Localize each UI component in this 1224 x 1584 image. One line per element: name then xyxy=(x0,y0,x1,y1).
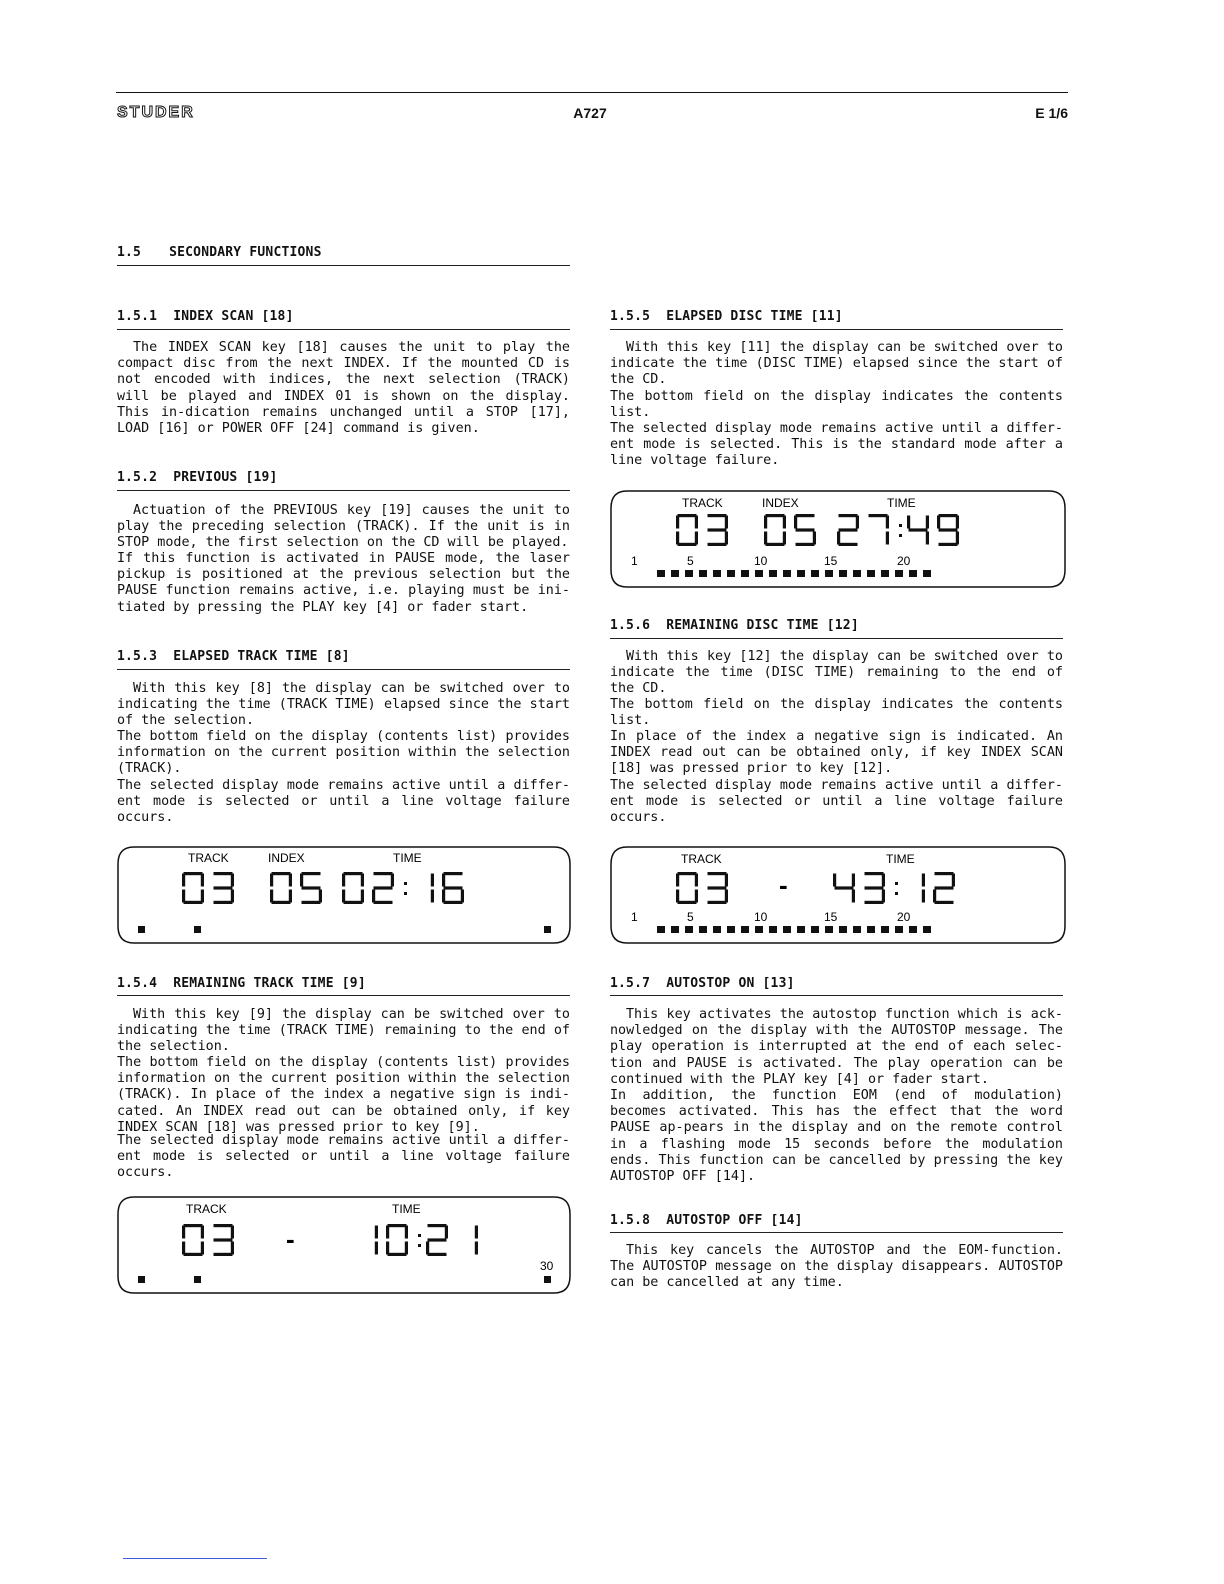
lcd3-scale-tick: 1 xyxy=(631,554,638,568)
contents-list-block xyxy=(811,570,819,577)
lcd2-label-track: TRACK xyxy=(186,1202,227,1216)
lcd4-scale-tick: 10 xyxy=(754,910,768,924)
lcd-segment xyxy=(475,1242,478,1255)
lcd-segment xyxy=(270,874,273,887)
lcd-segment xyxy=(214,901,233,904)
lcd-segment xyxy=(182,890,185,903)
lcd-segment xyxy=(428,1253,447,1256)
lcd-segment xyxy=(201,1226,204,1239)
lcd4-scale-tick: 5 xyxy=(687,910,694,924)
lcd-segment xyxy=(935,872,954,875)
contents-list-block xyxy=(839,570,847,577)
lcd-segment xyxy=(214,1253,233,1256)
lcd-segment xyxy=(201,890,204,903)
lcd2-marker xyxy=(544,1276,551,1283)
lcd-segment xyxy=(939,543,958,546)
lcd-segment xyxy=(926,532,929,545)
lcd4-time-digits xyxy=(833,872,955,904)
header-rule xyxy=(116,92,1068,93)
lcd-segment xyxy=(956,516,959,529)
lcd2-marker xyxy=(138,1276,145,1283)
lcd-segment xyxy=(201,1242,204,1255)
para-elapsed-disc-1: With this key [11] the display can be switched over to indicate the time (DISC TIME) elapsed since the start of the CD. xyxy=(610,340,1063,388)
lcd-track-remaining xyxy=(116,1196,572,1294)
lcd-segment xyxy=(939,514,958,517)
lcd2-label-time: TIME xyxy=(392,1202,421,1216)
lcd-segment xyxy=(952,874,955,887)
lcd-segment xyxy=(865,872,884,875)
lcd-segment xyxy=(886,532,889,545)
lcd4-negative-sign: - xyxy=(779,870,788,900)
lcd-segment xyxy=(939,528,958,531)
lcd-segment xyxy=(886,516,889,529)
lcd3-index-digits xyxy=(764,514,816,546)
lcd-segment xyxy=(676,890,679,903)
lcd-segment xyxy=(302,872,321,875)
contents-list-block xyxy=(769,570,777,577)
lcd-segment xyxy=(937,516,940,529)
lcd-segment xyxy=(475,1226,478,1239)
lcd-disc-elapsed xyxy=(609,490,1067,588)
lcd-segment xyxy=(201,874,204,887)
lcd-segment xyxy=(933,890,936,903)
lcd2-track-digits xyxy=(182,1224,234,1256)
contents-list-block xyxy=(741,570,749,577)
lcd-segment xyxy=(319,890,322,903)
lcd4-contents-list xyxy=(657,926,931,933)
lcd-segment xyxy=(676,532,679,545)
lcd-segment xyxy=(344,901,363,904)
lcd-segment xyxy=(865,886,884,889)
lcd-segment xyxy=(184,1253,203,1256)
lcd4-scale-tick: 20 xyxy=(897,910,911,924)
lcd-segment xyxy=(182,1226,185,1239)
lcd3-scale-tick: 20 xyxy=(897,554,911,568)
lcd-segment xyxy=(289,874,292,887)
contents-list-block xyxy=(685,570,693,577)
lcd-colon xyxy=(404,882,407,885)
para-remaining-disc-3: In place of the index a negative sign is indicated. An INDEX read out can be obtained only, if key INDEX SCAN [18] was pressed prior to key [12]. xyxy=(610,729,1063,777)
lcd-segment xyxy=(922,874,925,887)
lcd-segment xyxy=(708,901,727,904)
section-rule xyxy=(117,265,570,266)
para-elapsed-track-3: The selected display mode remains active until a differ-ent mode is selected or until a line voltage failure occurs. xyxy=(117,778,570,826)
lcd-segment xyxy=(431,890,434,903)
para-remaining-disc-2: The bottom field on the display indicates the contents list. xyxy=(610,697,1063,729)
contents-list-block xyxy=(685,926,693,933)
contents-list-block xyxy=(825,570,833,577)
lcd-segment xyxy=(231,1242,234,1255)
contents-list-block xyxy=(881,926,889,933)
lcd-segment xyxy=(361,874,364,887)
contents-list-block xyxy=(839,926,847,933)
lcd-segment xyxy=(300,874,303,887)
lcd-segment xyxy=(882,890,885,903)
lcd-segment xyxy=(428,1224,447,1227)
lcd-segment xyxy=(678,872,697,875)
model-name: A727 xyxy=(573,105,607,121)
lcd-segment xyxy=(405,1226,408,1239)
lcd-colon xyxy=(404,892,407,895)
lcd-segment xyxy=(461,890,464,903)
lcd-segment xyxy=(426,1242,429,1255)
lcd-segment xyxy=(725,516,728,529)
heading-remaining-disc: 1.5.6 REMAINING DISC TIME [12] xyxy=(610,618,859,633)
contents-list-block xyxy=(755,926,763,933)
lcd-segment xyxy=(214,886,233,889)
lcd-segment xyxy=(374,872,393,875)
lcd-segment xyxy=(852,874,855,887)
lcd3-time-digits xyxy=(837,514,959,546)
rule-autostop-off xyxy=(610,1232,1063,1233)
para-elapsed-disc-3: The selected display mode remains active until a differ-ent mode is selected. This is the standard mode after a line voltage failure. xyxy=(610,421,1063,469)
lcd2-counter: 30 xyxy=(540,1259,554,1273)
contents-list-block xyxy=(797,926,805,933)
lcd-segment xyxy=(214,1224,233,1227)
contents-list-block xyxy=(867,570,875,577)
contents-list-block xyxy=(895,570,903,577)
para-elapsed-disc-2: The bottom field on the display indicates the contents list. xyxy=(610,389,1063,421)
lcd-segment xyxy=(708,543,727,546)
lcd-segment xyxy=(783,516,786,529)
para-autostop-on-2: In addition, the function EOM (end of modulation) becomes activated. This has the effect that the word PAUSE ap-pears in the display and on the remote control in a flashing mode 15 seconds before the modulation ends. This function can be cancelled by pressing the key AUTOSTOP OFF [14]. xyxy=(610,1088,1063,1185)
lcd-segment xyxy=(956,532,959,545)
lcd1-time-digits xyxy=(342,872,464,904)
lcd-segment xyxy=(926,516,929,529)
lcd-segment xyxy=(837,532,840,545)
lcd2-negative-sign: - xyxy=(286,1224,295,1254)
contents-list-block xyxy=(699,570,707,577)
lcd1-marker xyxy=(194,926,201,933)
section-heading: 1.5 SECONDARY FUNCTIONS xyxy=(117,245,322,260)
para-previous-2: If this function is activated in PAUSE mode, the laser pickup is positioned at the previous selection but the PAUSE function remains active, i.e. playing must be ini-tiated by pressing the PLAY key [4] or fader start. xyxy=(117,551,570,615)
contents-list-block xyxy=(881,570,889,577)
contents-list-block xyxy=(923,570,931,577)
lcd-segment xyxy=(678,901,697,904)
contents-list-block xyxy=(923,926,931,933)
para-elapsed-track-2: The bottom field on the display (contents list) provides information on the current position within the selection (TRACK). xyxy=(117,729,570,777)
contents-list-block xyxy=(671,926,679,933)
page-number: E 1/6 xyxy=(1035,105,1068,121)
lcd2-time-digits xyxy=(375,1224,478,1256)
lcd-segment xyxy=(182,1242,185,1255)
contents-list-block xyxy=(657,926,665,933)
lcd4-scale-tick: 15 xyxy=(824,910,838,924)
lcd-segment xyxy=(708,886,727,889)
lcd3-scale-tick: 15 xyxy=(824,554,838,568)
heading-autostop-on: 1.5.7 AUTOSTOP ON [13] xyxy=(610,976,795,991)
contents-list-block xyxy=(713,926,721,933)
lcd-segment xyxy=(184,901,203,904)
rule-remaining-track xyxy=(117,995,570,996)
lcd-segment xyxy=(935,901,954,904)
lcd-segment xyxy=(678,543,697,546)
contents-list-block xyxy=(853,926,861,933)
lcd3-label-time: TIME xyxy=(887,496,916,510)
para-remaining-track-3: The selected display mode remains active until a differ-ent mode is selected or until a line voltage failure occurs. xyxy=(117,1133,570,1181)
contents-list-block xyxy=(657,570,665,577)
lcd-segment xyxy=(695,890,698,903)
lcd-segment xyxy=(708,528,727,531)
lcd3-contents-list xyxy=(657,570,931,577)
heading-index-scan: 1.5.1 INDEX SCAN [18] xyxy=(117,309,294,324)
heading-previous: 1.5.2 PREVIOUS [19] xyxy=(117,470,278,485)
lcd-colon xyxy=(895,882,898,885)
lcd-segment xyxy=(388,1253,407,1256)
lcd-disc-remaining xyxy=(609,846,1067,944)
lcd-segment xyxy=(676,516,679,529)
lcd4-scale-tick: 1 xyxy=(631,910,638,924)
lcd-segment xyxy=(431,874,434,887)
lcd-segment xyxy=(833,874,836,887)
contents-list-block xyxy=(769,926,777,933)
lcd-segment xyxy=(839,514,858,517)
lcd3-label-index: INDEX xyxy=(762,496,799,510)
lcd-segment xyxy=(388,1224,407,1227)
heading-elapsed-disc: 1.5.5 ELAPSED DISC TIME [11] xyxy=(610,309,843,324)
lcd1-label-time: TIME xyxy=(393,851,422,865)
heading-remaining-track: 1.5.4 REMAINING TRACK TIME [9] xyxy=(117,976,366,991)
lcd-segment xyxy=(214,1238,233,1241)
lcd-segment xyxy=(182,874,185,887)
lcd1-track-digits xyxy=(182,872,234,904)
lcd-segment xyxy=(922,890,925,903)
lcd-segment xyxy=(444,872,463,875)
lcd-segment xyxy=(852,890,855,903)
contents-list-block xyxy=(713,570,721,577)
contents-list-block xyxy=(727,926,735,933)
lcd-segment xyxy=(725,890,728,903)
lcd-segment xyxy=(725,874,728,887)
lcd-segment xyxy=(865,901,884,904)
lcd-segment xyxy=(708,514,727,517)
lcd1-label-track: TRACK xyxy=(188,851,229,865)
lcd-track-elapsed xyxy=(116,846,572,944)
rule-elapsed-disc xyxy=(610,329,1063,330)
lcd-segment xyxy=(839,543,858,546)
para-elapsed-track-1: With this key [8] the display can be switched over to indicating the time (TRACK TIME) elapsed since the start of the selection. xyxy=(117,681,570,729)
lcd-segment xyxy=(342,890,345,903)
lcd3-label-track: TRACK xyxy=(682,496,723,510)
lcd-segment xyxy=(909,528,928,531)
para-remaining-track-2: The bottom field on the display (contents list) provides information on the current position within the selection (TRACK). In place of the index a negative sign is indi-cated. An INDEX read out can be obtained only, if key INDEX SCAN [18] was pressed prior to key [9]. xyxy=(117,1055,570,1135)
lcd-segment xyxy=(386,1226,389,1239)
lcd-segment xyxy=(231,1226,234,1239)
lcd1-marker xyxy=(138,926,145,933)
contents-list-block xyxy=(783,570,791,577)
lcd-segment xyxy=(428,1238,447,1241)
heading-autostop-off: 1.5.8 AUTOSTOP OFF [14] xyxy=(610,1213,803,1228)
lcd-segment xyxy=(272,901,291,904)
lcd-segment xyxy=(405,1242,408,1255)
lcd-segment xyxy=(302,901,321,904)
para-index-scan: The INDEX SCAN key [18] causes the unit to play the compact disc from the next INDEX. If the mounted CD is not encoded with indices, the next selection (TRACK) will be played and INDEX 01 is shown on the display. This in-dication remains unchanged until a STOP [17], LOAD [16] or POWER OFF [24] command is given. xyxy=(117,340,570,437)
lcd-segment xyxy=(882,874,885,887)
lcd-colon xyxy=(899,534,902,537)
contents-list-block xyxy=(811,926,819,933)
brand-logo: STUDER xyxy=(117,104,195,121)
contents-list-block xyxy=(867,926,875,933)
lcd-segment xyxy=(813,532,816,545)
lcd-segment xyxy=(214,872,233,875)
lcd-segment xyxy=(302,886,321,889)
lcd3-scale-tick: 5 xyxy=(687,554,694,568)
lcd1-index-digits xyxy=(270,872,322,904)
lcd-segment xyxy=(374,901,393,904)
lcd4-label-time: TIME xyxy=(886,852,915,866)
lcd-segment xyxy=(361,890,364,903)
rule-remaining-disc xyxy=(610,638,1063,639)
lcd-segment xyxy=(391,874,394,887)
rule-autostop-on xyxy=(610,995,1063,996)
lcd-segment xyxy=(796,543,815,546)
para-remaining-track-1: With this key [9] the display can be switched over to indicating the time (TRACK TIME) remaining to the end of the selection. xyxy=(117,1007,570,1055)
lcd-segment xyxy=(442,874,445,887)
lcd-segment xyxy=(725,532,728,545)
lcd-segment xyxy=(796,528,815,531)
heading-elapsed-track: 1.5.3 ELAPSED TRACK TIME [8] xyxy=(117,649,350,664)
lcd3-track-digits xyxy=(676,514,728,546)
lcd-segment xyxy=(695,516,698,529)
lcd-segment xyxy=(676,874,679,887)
lcd-segment xyxy=(764,516,767,529)
para-previous-1: Actuation of the PREVIOUS key [19] causes the unit to play the preceding selection (TRACK). If the unit is in STOP mode, the first selection on the CD will be played. xyxy=(117,503,570,551)
contents-list-block xyxy=(909,570,917,577)
lcd-segment xyxy=(695,532,698,545)
lcd-segment xyxy=(272,872,291,875)
lcd-segment xyxy=(231,874,234,887)
lcd-segment xyxy=(695,874,698,887)
lcd-segment xyxy=(708,872,727,875)
lcd-segment xyxy=(375,1226,378,1239)
contents-list-block xyxy=(783,926,791,933)
rule-previous xyxy=(117,490,570,491)
lcd-segment xyxy=(764,532,767,545)
lcd-segment xyxy=(766,514,785,517)
contents-list-block xyxy=(895,926,903,933)
lcd-segment xyxy=(869,514,888,517)
lcd-segment xyxy=(444,886,463,889)
para-remaining-disc-4: The selected display mode remains active until a differ-ent mode is selected or until a line voltage failure occurs. xyxy=(610,778,1063,826)
lcd-segment xyxy=(344,872,363,875)
lcd-segment xyxy=(766,543,785,546)
lcd-segment xyxy=(442,890,445,903)
lcd1-marker xyxy=(544,926,551,933)
lcd-segment xyxy=(856,516,859,529)
lcd-segment xyxy=(935,886,954,889)
contents-list-block xyxy=(755,570,763,577)
lcd-segment xyxy=(444,901,463,904)
lcd-segment xyxy=(796,514,815,517)
lcd-segment xyxy=(835,886,854,889)
contents-list-block xyxy=(727,570,735,577)
rule-elapsed-track xyxy=(117,669,570,670)
contents-list-block xyxy=(797,570,805,577)
lcd3-scale-tick: 10 xyxy=(754,554,768,568)
lcd-segment xyxy=(783,532,786,545)
lcd-colon xyxy=(895,892,898,895)
contents-list-block xyxy=(671,570,679,577)
lcd-colon xyxy=(899,524,902,527)
lcd-segment xyxy=(372,890,375,903)
lcd-segment xyxy=(375,1242,378,1255)
para-autostop-off: This key cancels the AUTOSTOP and the EOM-function. The AUTOSTOP message on the display disappears. AUTOSTOP can be cancelled at any time. xyxy=(610,1243,1063,1291)
lcd-segment xyxy=(270,890,273,903)
lcd-segment xyxy=(289,890,292,903)
contents-list-block xyxy=(699,926,707,933)
para-autostop-on-1: This key activates the autostop function which is ack-nowledged on the display with the AUTOSTOP message. The play operation is interrupted at the end of each selec-tion and PAUSE is activated. The play operation can be continued with the PLAY key [4] or fader start. xyxy=(610,1007,1063,1087)
lcd-segment xyxy=(907,516,910,529)
lcd-segment xyxy=(678,514,697,517)
lcd1-label-index: INDEX xyxy=(268,851,305,865)
rule-index-scan xyxy=(117,329,570,330)
lcd-segment xyxy=(184,872,203,875)
lcd-segment xyxy=(839,528,858,531)
lcd4-label-track: TRACK xyxy=(681,852,722,866)
contents-list-block xyxy=(853,570,861,577)
lcd4-track-digits xyxy=(676,872,728,904)
para-remaining-disc-1: With this key [12] the display can be switched over to indicate the time (DISC TIME) remaining to the end of the CD. xyxy=(610,649,1063,697)
lcd-colon xyxy=(418,1244,421,1247)
lcd-segment xyxy=(374,886,393,889)
lcd-segment xyxy=(386,1242,389,1255)
contents-list-block xyxy=(825,926,833,933)
lcd-segment xyxy=(794,516,797,529)
lcd2-marker xyxy=(194,1276,201,1283)
lcd-segment xyxy=(445,1226,448,1239)
lcd-colon xyxy=(418,1234,421,1237)
lcd-segment xyxy=(342,874,345,887)
contents-list-block xyxy=(741,926,749,933)
lcd-segment xyxy=(184,1224,203,1227)
lcd-segment xyxy=(231,890,234,903)
contents-list-block xyxy=(909,926,917,933)
footer-rule xyxy=(123,1558,267,1559)
